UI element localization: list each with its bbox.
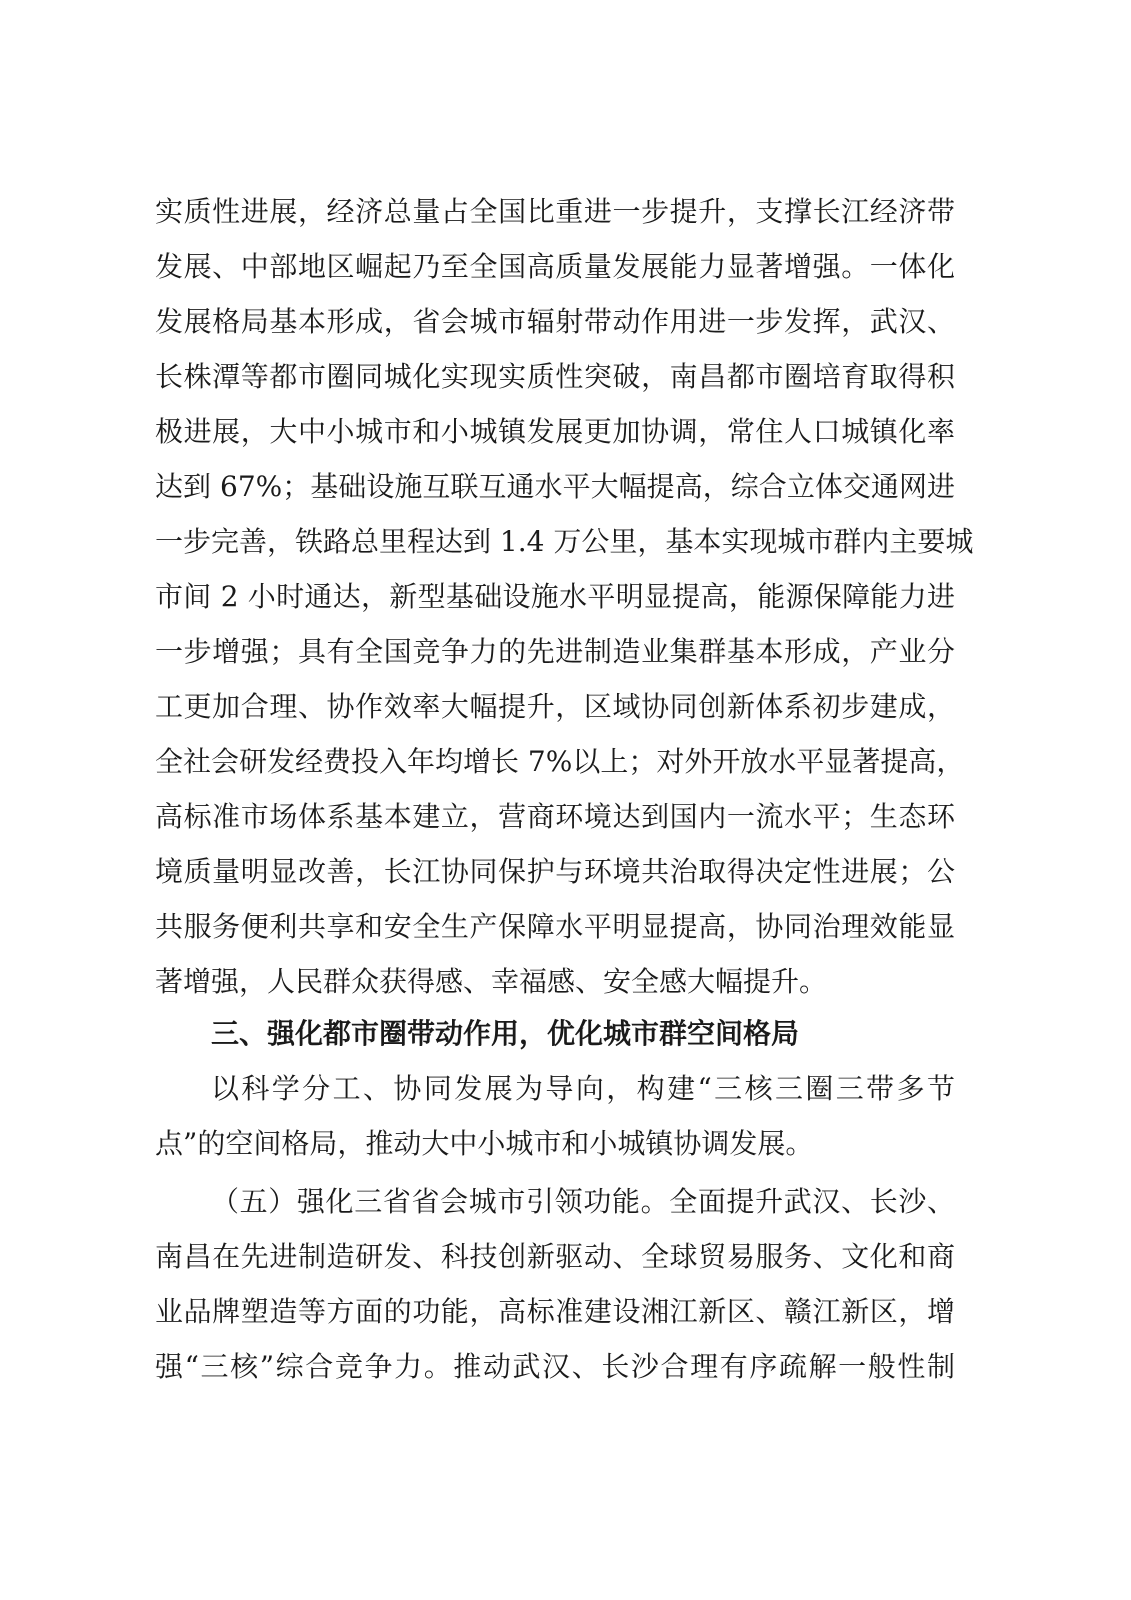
paragraph-1-line: 实质性进展，经济总量占全国比重进一步提升，支撑长江经济带 bbox=[155, 195, 955, 228]
paragraph-1-line: 长株潭等都市圈同城化实现实质性突破，南昌都市圈培育取得积 bbox=[155, 360, 955, 393]
paragraph-3-line: （五）强化三省省会城市引领功能。全面提升武汉、长沙、 bbox=[211, 1185, 955, 1218]
paragraph-1-line: 一步增强；具有全国竞争力的先进制造业集群基本形成，产业分 bbox=[155, 635, 955, 668]
section-heading: 三、强化都市圈带动作用，优化城市群空间格局 bbox=[211, 1017, 800, 1050]
paragraph-1-line: 工更加合理、协作效率大幅提升，区域协同创新体系初步建成， bbox=[155, 690, 955, 723]
paragraph-1-line: 达到 67%；基础设施互联互通水平大幅提高，综合立体交通网进 bbox=[155, 470, 955, 503]
paragraph-1-line: 发展、中部地区崛起乃至全国高质量发展能力显著增强。一体化 bbox=[155, 250, 955, 283]
paragraph-1-line: 全社会研发经费投入年均增长 7%以上；对外开放水平显著提高， bbox=[155, 745, 965, 778]
paragraph-1-line: 共服务便利共享和安全生产保障水平明显提高，协同治理效能显 bbox=[155, 910, 955, 943]
paragraph-1-line: 高标准市场体系基本建立，营商环境达到国内一流水平；生态环 bbox=[155, 800, 955, 833]
paragraph-3-line: 业品牌塑造等方面的功能，高标准建设湘江新区、赣江新区，增 bbox=[155, 1295, 955, 1328]
paragraph-1-line: 一步完善，铁路总里程达到 1.4 万公里，基本实现城市群内主要城 bbox=[155, 525, 974, 558]
paragraph-3-line: 南昌在先进制造研发、科技创新驱动、全球贸易服务、文化和商 bbox=[155, 1240, 955, 1273]
paragraph-3-line: 强“三核”综合竞争力。推动武汉、长沙合理有序疏解一般性制 bbox=[155, 1350, 955, 1383]
paragraph-1-line: 著增强，人民群众获得感、幸福感、安全感大幅提升。 bbox=[155, 965, 828, 998]
paragraph-1-line: 境质量明显改善，长江协同保护与环境共治取得决定性进展；公 bbox=[155, 855, 955, 888]
paragraph-2-line: 点”的空间格局，推动大中小城市和小城镇协调发展。 bbox=[155, 1127, 814, 1160]
paragraph-1-line: 极进展，大中小城市和小城镇发展更加协调，常住人口城镇化率 bbox=[155, 415, 955, 448]
paragraph-2-line: 以科学分工、协同发展为导向，构建“三核三圈三带多节 bbox=[211, 1072, 955, 1105]
paragraph-1-line: 发展格局基本形成，省会城市辐射带动作用进一步发挥，武汉、 bbox=[155, 305, 955, 338]
paragraph-1-line: 市间 2 小时通达，新型基础设施水平明显提高，能源保障能力进 bbox=[155, 580, 955, 613]
